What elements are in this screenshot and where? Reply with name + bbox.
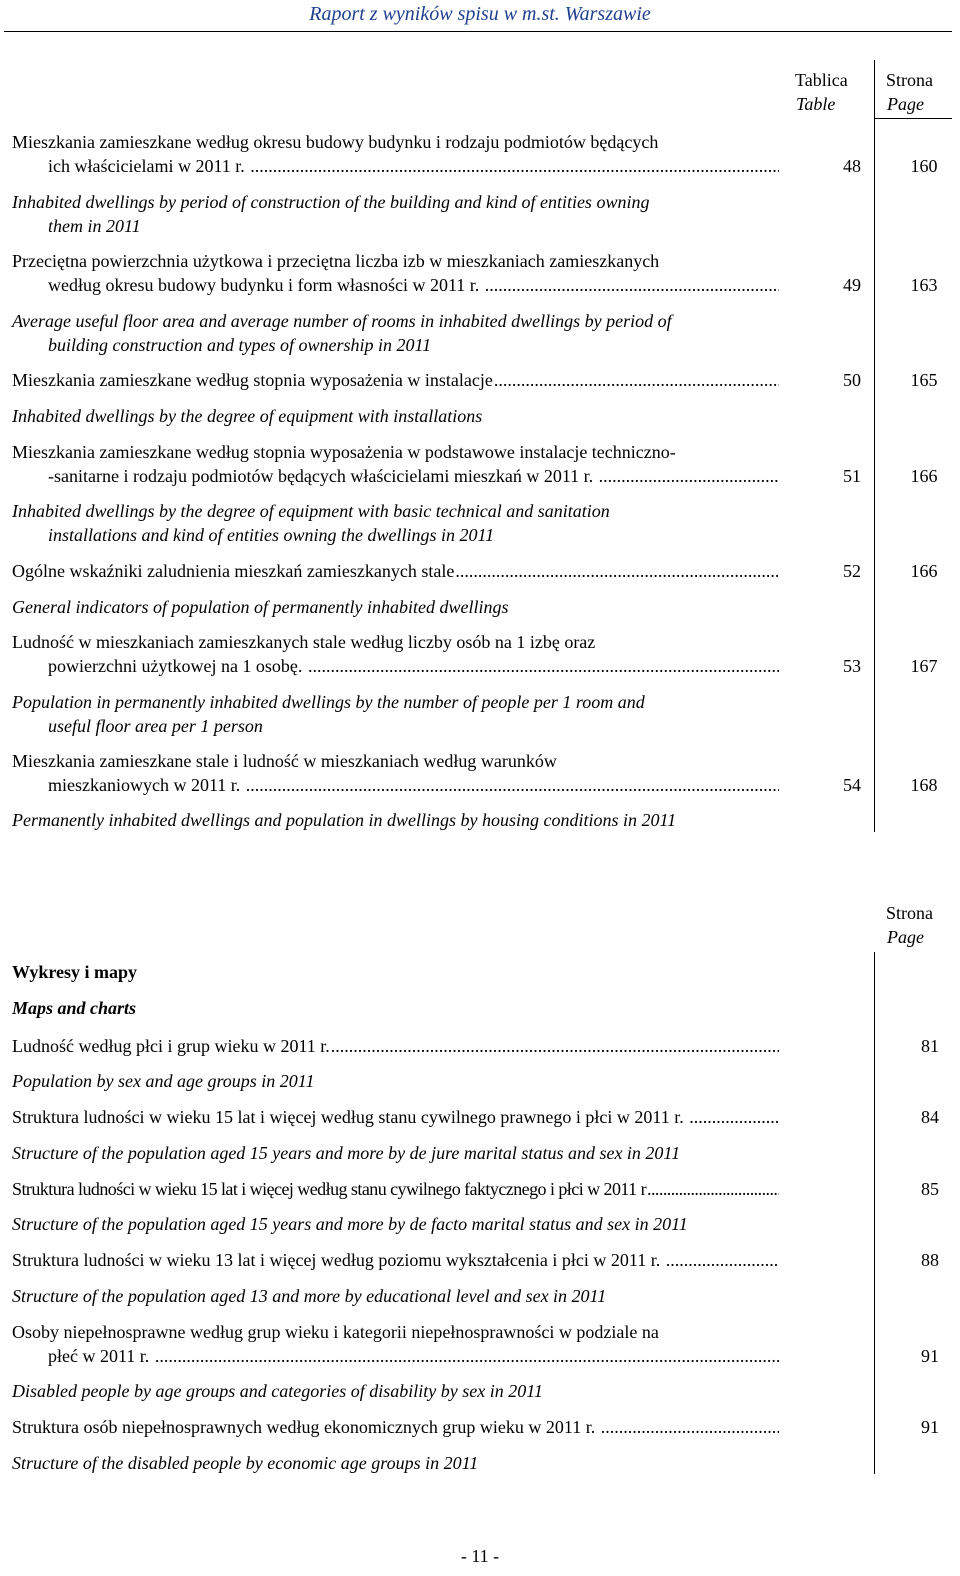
running-header: Raport z wyników spisu w m.st. Warszawie (309, 3, 651, 25)
table-entry-title-text: Mieszkania zamieszkane według stopnia wyposażenia w instalacje (12, 370, 493, 390)
chart-entry-title-pl (48, 1344, 779, 1368)
table-entry-title-pl (12, 559, 779, 583)
chart-entry-title-text: Ludność według płci i grup wieku w 2011 r. (12, 1036, 330, 1056)
table-entry-title-en: Permanently inhabited dwellings and population in dwellings by housing conditions in 2011 (12, 810, 677, 830)
table-number: 51 (843, 466, 861, 486)
chart-page-ref: 84 (921, 1107, 939, 1127)
table-entry-title-en: General indicators of population of permanently inhabited dwellings (12, 597, 509, 617)
table-entry-title-pl: Mieszkania zamieszkane według stopnia wyposażenia w podstawowe instalacje techniczno- (12, 442, 676, 462)
chart-entry-title-pl (12, 1177, 779, 1201)
charts-section-title-en: Maps and charts (12, 998, 137, 1018)
chart-page-ref: 81 (921, 1036, 939, 1056)
page-number-ref: 163 (910, 275, 938, 295)
header-rule (4, 31, 952, 32)
table-number: 53 (843, 656, 861, 676)
col-head-rule (874, 118, 952, 119)
table-entry-title-text: powierzchni użytkowej na 1 osobę. (48, 656, 307, 676)
chart-entry-title-en: Structure of the disabled people by economic age groups in 2011 (12, 1453, 479, 1473)
page-number-ref: 166 (910, 561, 938, 581)
chart-entry-title-text: Struktura ludności w wieku 15 lat i więcej według stanu cywilnego faktycznego i płci w 2011 r (12, 1179, 647, 1199)
table-entry-title-text: Ogólne wskaźniki zaludnienia mieszkań zamieszkanych stale (12, 561, 455, 581)
table-number: 49 (843, 275, 861, 295)
chart-entry-title-en: Structure of the population aged 13 and more by educational level and sex in 2011 (12, 1286, 607, 1306)
table-entry-title-pl: Ludność w mieszkaniach zamieszkanych stale według liczby osób na 1 izbę oraz (12, 632, 596, 652)
table-entry-title-pl (48, 154, 779, 178)
page-number-ref: 168 (910, 775, 938, 795)
chart-entry-title-pl (12, 1105, 779, 1129)
table-entry-title-en: Inhabited dwellings by the degree of equipment with installations (12, 406, 483, 426)
table-entry-title-pl (48, 654, 779, 678)
chart-entry-title-text: płeć w 2011 r. (48, 1346, 154, 1366)
table-entry-title-en: installations and kind of entities owning the dwellings in 2011 (48, 525, 495, 545)
chart-entry-title-pl (12, 1415, 779, 1439)
table-entry-title-pl: Mieszkania zamieszkane według okresu budowy budynku i rodzaju podmiotów będących (12, 132, 659, 152)
table-number: 50 (843, 370, 861, 390)
table-entry-title-pl: Mieszkania zamieszkane stale i ludność w mieszkaniach według warunków (12, 751, 557, 771)
table-entry-title-en: useful floor area per 1 person (48, 716, 263, 736)
chart-entry-title-pl (12, 1034, 779, 1058)
chart-entry-title-pl (12, 1248, 779, 1272)
chart-entry-title-en: Population by sex and age groups in 2011 (12, 1071, 315, 1091)
table-entry-title-en: Population in permanently inhabited dwellings by the number of people per 1 room and (12, 692, 645, 712)
chart-entry-title-en: Structure of the population aged 15 years and more by de facto marital status and sex in 2011 (12, 1214, 688, 1234)
table-entry-title-pl (12, 368, 779, 392)
chart-page-ref: 91 (921, 1417, 939, 1437)
table-entry-title-en: Average useful floor area and average number of rooms in inhabited dwellings by period of (12, 311, 672, 331)
chart-entry-title-pl: Osoby niepełnosprawne według grup wieku i kategorii niepełnosprawności w podziale na (12, 1322, 659, 1342)
table-entry-title-en: Inhabited dwellings by the degree of equipment with basic technical and sanitation (12, 501, 610, 521)
chart-page-ref: 85 (921, 1179, 939, 1199)
table-entry-title-text: mieszkaniowych w 2011 r. (48, 775, 245, 795)
table-number: 54 (843, 775, 861, 795)
table-entry-title-pl (48, 773, 779, 797)
table-entry-title-text: ich właścicielami w 2011 r. (48, 156, 250, 176)
chart-entry-title-en: Disabled people by age groups and categories of disability by sex in 2011 (12, 1381, 543, 1401)
chart-page-ref: 88 (921, 1250, 939, 1270)
table-entry-title-pl (48, 464, 779, 488)
col-head-table-en: Table (796, 94, 836, 114)
table-number: 48 (843, 156, 861, 176)
table-entry-title-text: -sanitarne i rodzaju podmiotów będących właścicielami mieszkań w 2011 r. (48, 466, 598, 486)
table-entry-title-en: building construction and types of ownership in 2011 (48, 335, 432, 355)
page-number: - 11 - (460, 1546, 500, 1566)
table-entry-title-text: według okresu budowy budynku i form własności w 2011 r. (48, 275, 484, 295)
table-entry-title-pl (48, 273, 779, 297)
table-number: 52 (843, 561, 861, 581)
col-head-table-pl: Tablica (795, 70, 848, 90)
col-head-page-en: Page (887, 94, 924, 114)
page-number-ref: 160 (910, 156, 938, 176)
table-entry-title-pl: Przeciętna powierzchnia użytkowa i przeciętna liczba izb w mieszkaniach zamieszkanych (12, 251, 660, 271)
charts-section-title-pl: Wykresy i mapy (12, 962, 138, 982)
page-number-ref: 167 (910, 656, 938, 676)
page-number-ref: 166 (910, 466, 938, 486)
chart-entry-title-text: Struktura ludności w wieku 13 lat i więcej według poziomu wykształcenia i płci w 2011 r. (12, 1250, 665, 1270)
table-entry-title-en: Inhabited dwellings by period of construction of the building and kind of entities owning (12, 192, 650, 212)
table-entry-title-en: them in 2011 (48, 216, 141, 236)
charts-col-head-en: Page (887, 927, 924, 947)
chart-page-ref: 91 (921, 1346, 939, 1366)
chart-entry-title-text: Struktura ludności w wieku 15 lat i więcej według stanu cywilnego prawnego i płci w 2011 r. (12, 1107, 689, 1127)
col-head-page-pl: Strona (886, 70, 933, 90)
charts-column-divider (874, 952, 875, 1474)
charts-col-head-pl: Strona (886, 903, 933, 923)
chart-entry-title-en: Structure of the population aged 15 years and more by de jure marital status and sex in 2011 (12, 1143, 681, 1163)
chart-entry-title-text: Struktura osób niepełnosprawnych według ekonomicznych grup wieku w 2011 r. (12, 1417, 600, 1437)
page-number-ref: 165 (910, 370, 938, 390)
